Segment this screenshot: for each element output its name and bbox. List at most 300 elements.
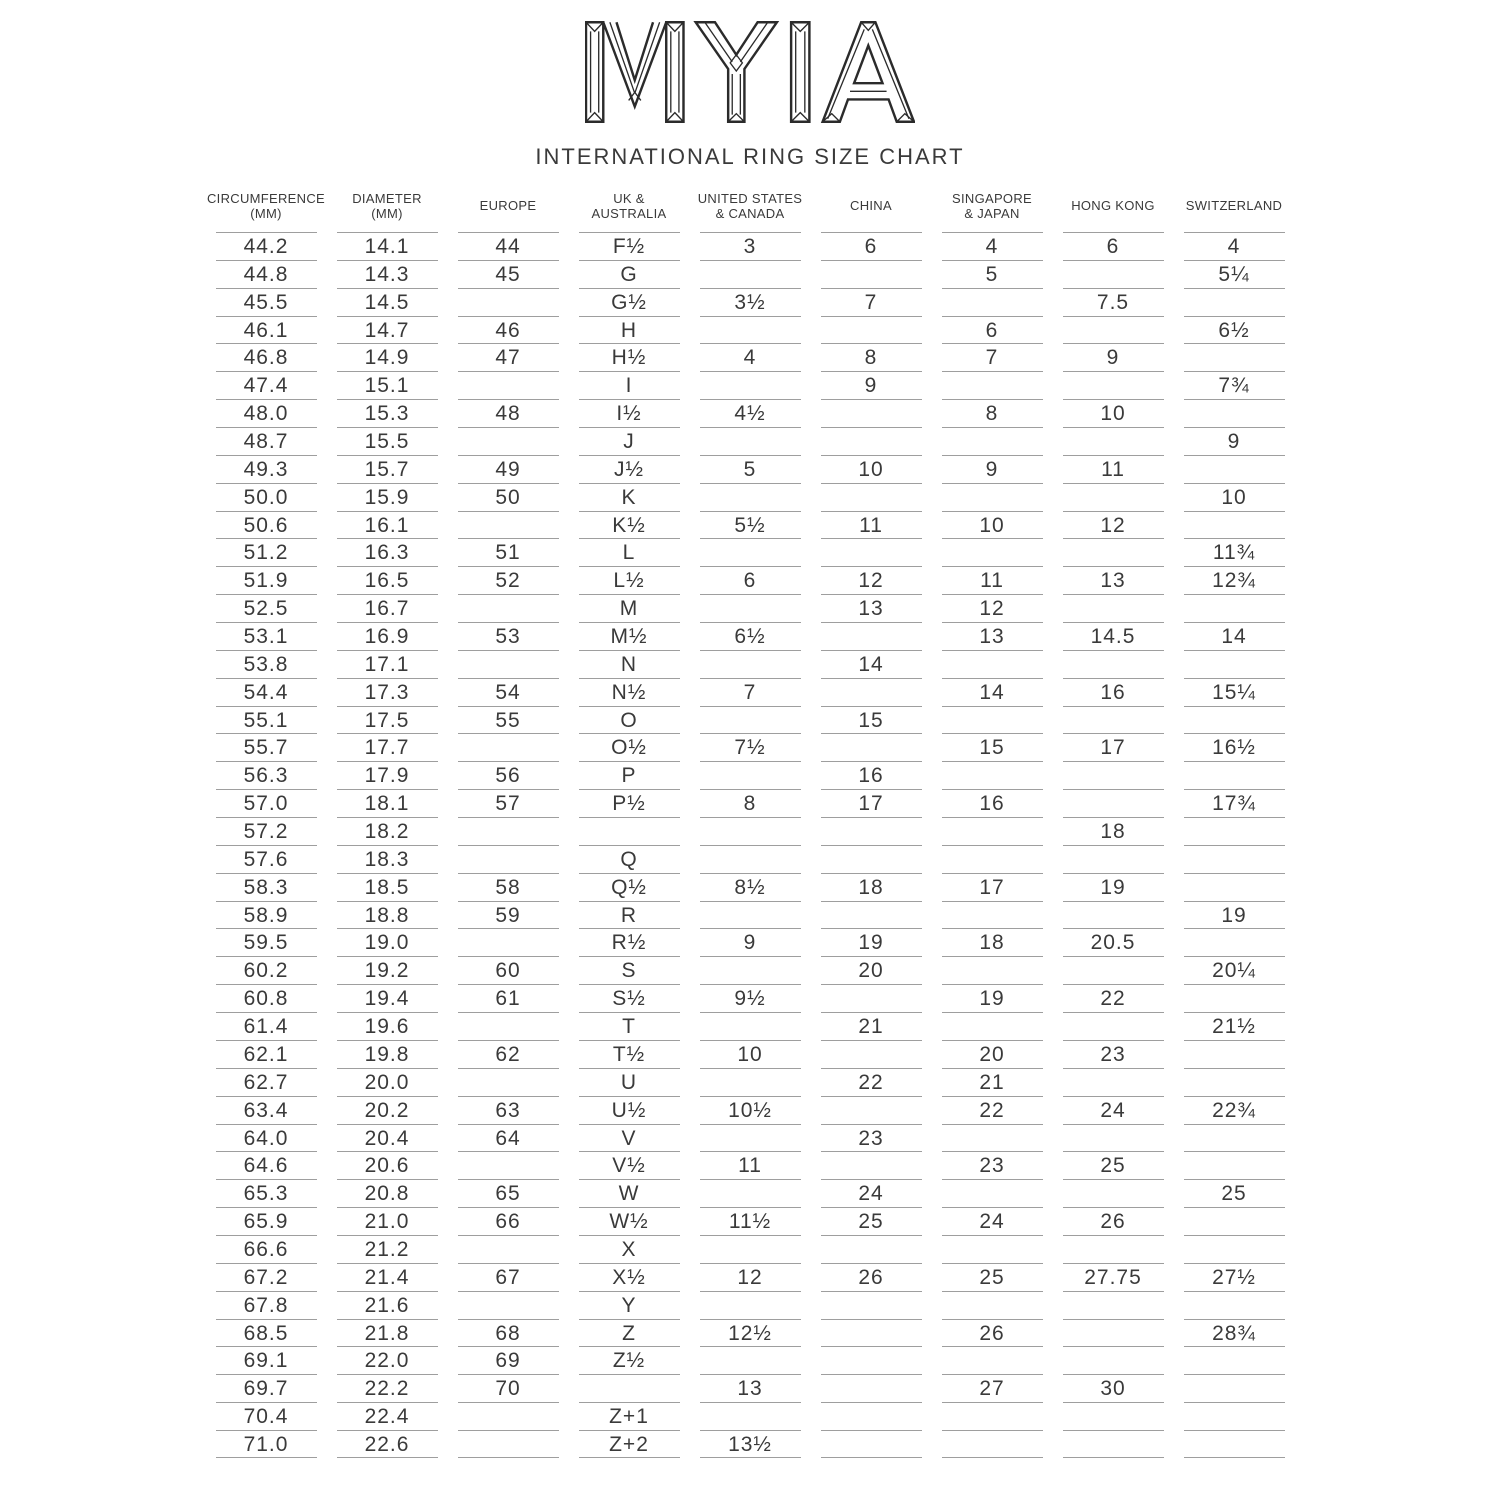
cell-uk_australia-row44: Z+2 bbox=[579, 1430, 680, 1458]
logo-letter-a bbox=[823, 22, 914, 122]
cell-diameter_mm-row9: 15.7 bbox=[337, 455, 438, 483]
cell-united_states_canada-row12 bbox=[700, 538, 801, 566]
cell-china-row10 bbox=[821, 483, 922, 511]
cell-united_states_canada-row30: 10 bbox=[700, 1040, 801, 1068]
column-header-uk_australia: UK & AUSTRALIA bbox=[591, 190, 667, 221]
cell-singapore_japan-row17: 14 bbox=[942, 678, 1043, 706]
cell-china-row41 bbox=[821, 1346, 922, 1374]
cell-europe-row38: 67 bbox=[458, 1263, 559, 1291]
cell-china-row14: 13 bbox=[821, 594, 922, 622]
cell-uk_australia-row27: S bbox=[579, 956, 680, 984]
cell-circumference_mm-row33: 64.0 bbox=[216, 1124, 317, 1152]
cell-europe-row32: 63 bbox=[458, 1096, 559, 1124]
cell-china-row36: 25 bbox=[821, 1207, 922, 1235]
cell-hong_kong-row1: 6 bbox=[1063, 232, 1164, 260]
cell-united_states_canada-row36: 11½ bbox=[700, 1207, 801, 1235]
cell-diameter_mm-row8: 15.5 bbox=[337, 427, 438, 455]
cell-united_states_canada-row10 bbox=[700, 483, 801, 511]
cell-singapore_japan-row33 bbox=[942, 1124, 1043, 1152]
cell-singapore_japan-row29 bbox=[942, 1012, 1043, 1040]
cell-hong_kong-row18 bbox=[1063, 706, 1164, 734]
cell-europe-row17: 54 bbox=[458, 678, 559, 706]
cell-europe-row9: 49 bbox=[458, 455, 559, 483]
cell-switzerland-row2: 5¼ bbox=[1184, 260, 1285, 288]
ring-size-table bbox=[206, 188, 1295, 1458]
cell-circumference_mm-row16: 53.8 bbox=[216, 650, 317, 678]
cell-circumference_mm-row18: 55.1 bbox=[216, 706, 317, 734]
cell-hong_kong-row42: 30 bbox=[1063, 1374, 1164, 1402]
cell-hong_kong-row35 bbox=[1063, 1179, 1164, 1207]
cell-uk_australia-row39: Y bbox=[579, 1291, 680, 1319]
cell-hong_kong-row40 bbox=[1063, 1319, 1164, 1347]
cell-diameter_mm-row44: 22.6 bbox=[337, 1430, 438, 1458]
cell-united_states_canada-row42: 13 bbox=[700, 1374, 801, 1402]
cell-circumference_mm-row42: 69.7 bbox=[216, 1374, 317, 1402]
cell-china-row33: 23 bbox=[821, 1124, 922, 1152]
cell-united_states_canada-row33 bbox=[700, 1124, 801, 1152]
cell-diameter_mm-row20: 17.9 bbox=[337, 761, 438, 789]
cell-uk_australia-row3: G½ bbox=[579, 288, 680, 316]
cell-uk_australia-row41: Z½ bbox=[579, 1346, 680, 1374]
cell-diameter_mm-row26: 19.0 bbox=[337, 928, 438, 956]
cell-uk_australia-row6: I bbox=[579, 371, 680, 399]
cell-singapore_japan-row23 bbox=[942, 845, 1043, 873]
cell-hong_kong-row15: 14.5 bbox=[1063, 622, 1164, 650]
cell-united_states_canada-row2 bbox=[700, 260, 801, 288]
column-header-china: CHINA bbox=[850, 198, 892, 213]
cell-united_states_canada-row34: 11 bbox=[700, 1151, 801, 1179]
cell-circumference_mm-row13: 51.9 bbox=[216, 566, 317, 594]
cell-china-row38: 26 bbox=[821, 1263, 922, 1291]
cell-uk_australia-row31: U bbox=[579, 1068, 680, 1096]
cell-switzerland-row42 bbox=[1184, 1374, 1285, 1402]
cell-united_states_canada-row3: 3½ bbox=[700, 288, 801, 316]
cell-china-row40 bbox=[821, 1319, 922, 1347]
cell-uk_australia-row5: H½ bbox=[579, 343, 680, 371]
cell-circumference_mm-row44: 71.0 bbox=[216, 1430, 317, 1458]
cell-hong_kong-row10 bbox=[1063, 483, 1164, 511]
cell-switzerland-row7 bbox=[1184, 399, 1285, 427]
logo-letter-m bbox=[586, 22, 683, 122]
cell-europe-row1: 44 bbox=[458, 232, 559, 260]
cell-hong_kong-row41 bbox=[1063, 1346, 1164, 1374]
cell-singapore_japan-row38: 25 bbox=[942, 1263, 1043, 1291]
cell-hong_kong-row44 bbox=[1063, 1430, 1164, 1458]
cell-diameter_mm-row6: 15.1 bbox=[337, 371, 438, 399]
cell-diameter_mm-row38: 21.4 bbox=[337, 1263, 438, 1291]
cell-hong_kong-row34: 25 bbox=[1063, 1151, 1164, 1179]
cell-europe-row5: 47 bbox=[458, 343, 559, 371]
cell-europe-row26 bbox=[458, 928, 559, 956]
cell-china-row37 bbox=[821, 1235, 922, 1263]
cell-uk_australia-row34: V½ bbox=[579, 1151, 680, 1179]
cell-china-row31: 22 bbox=[821, 1068, 922, 1096]
cell-diameter_mm-row1: 14.1 bbox=[337, 232, 438, 260]
cell-uk_australia-row10: K bbox=[579, 483, 680, 511]
cell-switzerland-row37 bbox=[1184, 1235, 1285, 1263]
cell-diameter_mm-row10: 15.9 bbox=[337, 483, 438, 511]
cell-singapore_japan-row39 bbox=[942, 1291, 1043, 1319]
cell-europe-row18: 55 bbox=[458, 706, 559, 734]
cell-hong_kong-row43 bbox=[1063, 1402, 1164, 1430]
cell-circumference_mm-row23: 57.6 bbox=[216, 845, 317, 873]
cell-circumference_mm-row32: 63.4 bbox=[216, 1096, 317, 1124]
cell-united_states_canada-row18 bbox=[700, 706, 801, 734]
cell-united_states_canada-row20 bbox=[700, 761, 801, 789]
cell-china-row23 bbox=[821, 845, 922, 873]
cell-singapore_japan-row2: 5 bbox=[942, 260, 1043, 288]
cell-switzerland-row6: 7¾ bbox=[1184, 371, 1285, 399]
cell-uk_australia-row12: L bbox=[579, 538, 680, 566]
cell-switzerland-row35: 25 bbox=[1184, 1179, 1285, 1207]
cell-hong_kong-row27 bbox=[1063, 956, 1164, 984]
cell-diameter_mm-row13: 16.5 bbox=[337, 566, 438, 594]
cell-china-row22 bbox=[821, 817, 922, 845]
cell-europe-row29 bbox=[458, 1012, 559, 1040]
cell-united_states_canada-row7: 4½ bbox=[700, 399, 801, 427]
cell-diameter_mm-row4: 14.7 bbox=[337, 316, 438, 344]
cell-europe-row41: 69 bbox=[458, 1346, 559, 1374]
cell-singapore_japan-row14: 12 bbox=[942, 594, 1043, 622]
cell-switzerland-row17: 15¼ bbox=[1184, 678, 1285, 706]
cell-europe-row44 bbox=[458, 1430, 559, 1458]
cell-hong_kong-row33 bbox=[1063, 1124, 1164, 1152]
cell-uk_australia-row23: Q bbox=[579, 845, 680, 873]
cell-europe-row11 bbox=[458, 511, 559, 539]
cell-switzerland-row30 bbox=[1184, 1040, 1285, 1068]
cell-uk_australia-row9: J½ bbox=[579, 455, 680, 483]
cell-hong_kong-row23 bbox=[1063, 845, 1164, 873]
cell-switzerland-row41 bbox=[1184, 1346, 1285, 1374]
cell-singapore_japan-row6 bbox=[942, 371, 1043, 399]
column-header-hong_kong: HONG KONG bbox=[1071, 198, 1155, 213]
cell-hong_kong-row26: 20.5 bbox=[1063, 928, 1164, 956]
cell-uk_australia-row15: M½ bbox=[579, 622, 680, 650]
cell-diameter_mm-row29: 19.6 bbox=[337, 1012, 438, 1040]
cell-europe-row21: 57 bbox=[458, 789, 559, 817]
cell-singapore_japan-row36: 24 bbox=[942, 1207, 1043, 1235]
cell-china-row17 bbox=[821, 678, 922, 706]
cell-china-row24: 18 bbox=[821, 873, 922, 901]
cell-diameter_mm-row37: 21.2 bbox=[337, 1235, 438, 1263]
cell-circumference_mm-row10: 50.0 bbox=[216, 483, 317, 511]
cell-singapore_japan-row7: 8 bbox=[942, 399, 1043, 427]
cell-china-row12 bbox=[821, 538, 922, 566]
cell-china-row1: 6 bbox=[821, 232, 922, 260]
cell-singapore_japan-row15: 13 bbox=[942, 622, 1043, 650]
cell-diameter_mm-row21: 18.1 bbox=[337, 789, 438, 817]
cell-circumference_mm-row34: 64.6 bbox=[216, 1151, 317, 1179]
cell-uk_australia-row2: G bbox=[579, 260, 680, 288]
cell-hong_kong-row20 bbox=[1063, 761, 1164, 789]
cell-singapore_japan-row8 bbox=[942, 427, 1043, 455]
cell-circumference_mm-row9: 49.3 bbox=[216, 455, 317, 483]
cell-united_states_canada-row23 bbox=[700, 845, 801, 873]
cell-switzerland-row28 bbox=[1184, 984, 1285, 1012]
cell-uk_australia-row8: J bbox=[579, 427, 680, 455]
cell-diameter_mm-row25: 18.8 bbox=[337, 901, 438, 929]
cell-uk_australia-row11: K½ bbox=[579, 511, 680, 539]
cell-diameter_mm-row32: 20.2 bbox=[337, 1096, 438, 1124]
cell-circumference_mm-row25: 58.9 bbox=[216, 901, 317, 929]
cell-uk_australia-row26: R½ bbox=[579, 928, 680, 956]
cell-europe-row42: 70 bbox=[458, 1374, 559, 1402]
cell-diameter_mm-row43: 22.4 bbox=[337, 1402, 438, 1430]
logo-letter-y-facets bbox=[705, 22, 768, 122]
cell-china-row6: 9 bbox=[821, 371, 922, 399]
cell-switzerland-row40: 28¾ bbox=[1184, 1319, 1285, 1347]
cell-hong_kong-row30: 23 bbox=[1063, 1040, 1164, 1068]
cell-uk_australia-row40: Z bbox=[579, 1319, 680, 1347]
cell-uk_australia-row24: Q½ bbox=[579, 873, 680, 901]
cell-singapore_japan-row16 bbox=[942, 650, 1043, 678]
cell-united_states_canada-row6 bbox=[700, 371, 801, 399]
cell-circumference_mm-row2: 44.8 bbox=[216, 260, 317, 288]
cell-united_states_canada-row24: 8½ bbox=[700, 873, 801, 901]
cell-europe-row24: 58 bbox=[458, 873, 559, 901]
cell-china-row25 bbox=[821, 901, 922, 929]
cell-switzerland-row27: 20¼ bbox=[1184, 956, 1285, 984]
cell-europe-row12: 51 bbox=[458, 538, 559, 566]
cell-singapore_japan-row27 bbox=[942, 956, 1043, 984]
column-header-europe: EUROPE bbox=[479, 198, 537, 213]
cell-hong_kong-row37 bbox=[1063, 1235, 1164, 1263]
cell-circumference_mm-row20: 56.3 bbox=[216, 761, 317, 789]
cell-united_states_canada-row43 bbox=[700, 1402, 801, 1430]
cell-diameter_mm-row2: 14.3 bbox=[337, 260, 438, 288]
cell-circumference_mm-row4: 46.1 bbox=[216, 316, 317, 344]
cell-circumference_mm-row29: 61.4 bbox=[216, 1012, 317, 1040]
cell-switzerland-row25: 19 bbox=[1184, 901, 1285, 929]
cell-united_states_canada-row44: 13½ bbox=[700, 1430, 801, 1458]
cell-uk_australia-row19: O½ bbox=[579, 733, 680, 761]
cell-united_states_canada-row26: 9 bbox=[700, 928, 801, 956]
cell-hong_kong-row22: 18 bbox=[1063, 817, 1164, 845]
cell-uk_australia-row21: P½ bbox=[579, 789, 680, 817]
cell-europe-row2: 45 bbox=[458, 260, 559, 288]
cell-diameter_mm-row24: 18.5 bbox=[337, 873, 438, 901]
cell-hong_kong-row4 bbox=[1063, 316, 1164, 344]
cell-uk_australia-row42 bbox=[579, 1374, 680, 1402]
cell-circumference_mm-row21: 57.0 bbox=[216, 789, 317, 817]
cell-circumference_mm-row38: 67.2 bbox=[216, 1263, 317, 1291]
cell-circumference_mm-row24: 58.3 bbox=[216, 873, 317, 901]
cell-china-row15 bbox=[821, 622, 922, 650]
column-header-united_states_canada: UNITED STATES & CANADA bbox=[697, 190, 803, 221]
cell-circumference_mm-row43: 70.4 bbox=[216, 1402, 317, 1430]
cell-diameter_mm-row23: 18.3 bbox=[337, 845, 438, 873]
cell-united_states_canada-row21: 8 bbox=[700, 789, 801, 817]
cell-circumference_mm-row6: 47.4 bbox=[216, 371, 317, 399]
cell-uk_australia-row30: T½ bbox=[579, 1040, 680, 1068]
cell-united_states_canada-row19: 7½ bbox=[700, 733, 801, 761]
cell-united_states_canada-row41 bbox=[700, 1346, 801, 1374]
cell-singapore_japan-row1: 4 bbox=[942, 232, 1043, 260]
cell-uk_australia-row29: T bbox=[579, 1012, 680, 1040]
cell-switzerland-row11 bbox=[1184, 511, 1285, 539]
cell-hong_kong-row21 bbox=[1063, 789, 1164, 817]
cell-circumference_mm-row1: 44.2 bbox=[216, 232, 317, 260]
cell-uk_australia-row7: I½ bbox=[579, 399, 680, 427]
cell-switzerland-row38: 27½ bbox=[1184, 1263, 1285, 1291]
cell-united_states_canada-row1: 3 bbox=[700, 232, 801, 260]
cell-hong_kong-row5: 9 bbox=[1063, 343, 1164, 371]
cell-singapore_japan-row19: 15 bbox=[942, 733, 1043, 761]
cell-china-row44 bbox=[821, 1430, 922, 1458]
cell-diameter_mm-row15: 16.9 bbox=[337, 622, 438, 650]
cell-uk_australia-row20: P bbox=[579, 761, 680, 789]
cell-hong_kong-row6 bbox=[1063, 371, 1164, 399]
cell-united_states_canada-row5: 4 bbox=[700, 343, 801, 371]
cell-europe-row37 bbox=[458, 1235, 559, 1263]
cell-singapore_japan-row28: 19 bbox=[942, 984, 1043, 1012]
cell-circumference_mm-row7: 48.0 bbox=[216, 399, 317, 427]
cell-diameter_mm-row18: 17.5 bbox=[337, 706, 438, 734]
cell-europe-row28: 61 bbox=[458, 984, 559, 1012]
cell-united_states_canada-row37 bbox=[700, 1235, 801, 1263]
cell-circumference_mm-row30: 62.1 bbox=[216, 1040, 317, 1068]
cell-hong_kong-row24: 19 bbox=[1063, 873, 1164, 901]
cell-united_states_canada-row17: 7 bbox=[700, 678, 801, 706]
cell-circumference_mm-row19: 55.7 bbox=[216, 733, 317, 761]
cell-diameter_mm-row22: 18.2 bbox=[337, 817, 438, 845]
cell-switzerland-row34 bbox=[1184, 1151, 1285, 1179]
cell-hong_kong-row17: 16 bbox=[1063, 678, 1164, 706]
cell-switzerland-row18 bbox=[1184, 706, 1285, 734]
cell-circumference_mm-row5: 46.8 bbox=[216, 343, 317, 371]
cell-switzerland-row36 bbox=[1184, 1207, 1285, 1235]
cell-china-row20: 16 bbox=[821, 761, 922, 789]
cell-china-row8 bbox=[821, 427, 922, 455]
cell-switzerland-row9 bbox=[1184, 455, 1285, 483]
cell-diameter_mm-row35: 20.8 bbox=[337, 1179, 438, 1207]
cell-united_states_canada-row16 bbox=[700, 650, 801, 678]
cell-switzerland-row13: 12¾ bbox=[1184, 566, 1285, 594]
cell-china-row26: 19 bbox=[821, 928, 922, 956]
cell-circumference_mm-row11: 50.6 bbox=[216, 511, 317, 539]
cell-europe-row20: 56 bbox=[458, 761, 559, 789]
cell-switzerland-row8: 9 bbox=[1184, 427, 1285, 455]
cell-diameter_mm-row33: 20.4 bbox=[337, 1124, 438, 1152]
cell-switzerland-row3 bbox=[1184, 288, 1285, 316]
cell-hong_kong-row13: 13 bbox=[1063, 566, 1164, 594]
cell-hong_kong-row25 bbox=[1063, 901, 1164, 929]
cell-uk_australia-row32: U½ bbox=[579, 1096, 680, 1124]
cell-circumference_mm-row41: 69.1 bbox=[216, 1346, 317, 1374]
cell-united_states_canada-row25 bbox=[700, 901, 801, 929]
cell-hong_kong-row12 bbox=[1063, 538, 1164, 566]
myia-logo-icon bbox=[585, 21, 915, 123]
cell-europe-row34 bbox=[458, 1151, 559, 1179]
cell-china-row13: 12 bbox=[821, 566, 922, 594]
cell-switzerland-row20 bbox=[1184, 761, 1285, 789]
cell-europe-row43 bbox=[458, 1402, 559, 1430]
page-title: INTERNATIONAL RING SIZE CHART bbox=[535, 144, 965, 169]
cell-hong_kong-row14 bbox=[1063, 594, 1164, 622]
cell-united_states_canada-row27 bbox=[700, 956, 801, 984]
cell-switzerland-row4: 6½ bbox=[1184, 316, 1285, 344]
cell-singapore_japan-row35 bbox=[942, 1179, 1043, 1207]
column-header-singapore_japan: SINGAPORE & JAPAN bbox=[952, 190, 1032, 221]
cell-switzerland-row43 bbox=[1184, 1402, 1285, 1430]
cell-diameter_mm-row7: 15.3 bbox=[337, 399, 438, 427]
cell-singapore_japan-row41 bbox=[942, 1346, 1043, 1374]
cell-switzerland-row39 bbox=[1184, 1291, 1285, 1319]
cell-united_states_canada-row28: 9½ bbox=[700, 984, 801, 1012]
cell-circumference_mm-row26: 59.5 bbox=[216, 928, 317, 956]
cell-circumference_mm-row17: 54.4 bbox=[216, 678, 317, 706]
cell-hong_kong-row3: 7.5 bbox=[1063, 288, 1164, 316]
cell-uk_australia-row43: Z+1 bbox=[579, 1402, 680, 1430]
cell-europe-row40: 68 bbox=[458, 1319, 559, 1347]
cell-switzerland-row33 bbox=[1184, 1124, 1285, 1152]
cell-europe-row14 bbox=[458, 594, 559, 622]
cell-europe-row16 bbox=[458, 650, 559, 678]
cell-united_states_canada-row38: 12 bbox=[700, 1263, 801, 1291]
cell-united_states_canada-row39 bbox=[700, 1291, 801, 1319]
cell-uk_australia-row35: W bbox=[579, 1179, 680, 1207]
cell-switzerland-row1: 4 bbox=[1184, 232, 1285, 260]
cell-europe-row22 bbox=[458, 817, 559, 845]
cell-hong_kong-row38: 27.75 bbox=[1063, 1263, 1164, 1291]
cell-singapore_japan-row4: 6 bbox=[942, 316, 1043, 344]
cell-switzerland-row15: 14 bbox=[1184, 622, 1285, 650]
cell-singapore_japan-row20 bbox=[942, 761, 1043, 789]
cell-uk_australia-row22 bbox=[579, 817, 680, 845]
cell-switzerland-row21: 17¾ bbox=[1184, 789, 1285, 817]
cell-switzerland-row19: 16½ bbox=[1184, 733, 1285, 761]
cell-china-row21: 17 bbox=[821, 789, 922, 817]
cell-circumference_mm-row8: 48.7 bbox=[216, 427, 317, 455]
cell-china-row39 bbox=[821, 1291, 922, 1319]
cell-singapore_japan-row9: 9 bbox=[942, 455, 1043, 483]
cell-switzerland-row26 bbox=[1184, 928, 1285, 956]
cell-circumference_mm-row39: 67.8 bbox=[216, 1291, 317, 1319]
cell-circumference_mm-row14: 52.5 bbox=[216, 594, 317, 622]
cell-diameter_mm-row42: 22.2 bbox=[337, 1374, 438, 1402]
cell-europe-row10: 50 bbox=[458, 483, 559, 511]
cell-united_states_canada-row22 bbox=[700, 817, 801, 845]
cell-diameter_mm-row40: 21.8 bbox=[337, 1319, 438, 1347]
cell-hong_kong-row19: 17 bbox=[1063, 733, 1164, 761]
cell-china-row3: 7 bbox=[821, 288, 922, 316]
cell-united_states_canada-row9: 5 bbox=[700, 455, 801, 483]
cell-europe-row15: 53 bbox=[458, 622, 559, 650]
cell-hong_kong-row29 bbox=[1063, 1012, 1164, 1040]
cell-uk_australia-row16: N bbox=[579, 650, 680, 678]
cell-uk_australia-row1: F½ bbox=[579, 232, 680, 260]
cell-diameter_mm-row17: 17.3 bbox=[337, 678, 438, 706]
cell-hong_kong-row31 bbox=[1063, 1068, 1164, 1096]
cell-switzerland-row31 bbox=[1184, 1068, 1285, 1096]
cell-singapore_japan-row5: 7 bbox=[942, 343, 1043, 371]
cell-china-row29: 21 bbox=[821, 1012, 922, 1040]
cell-united_states_canada-row32: 10½ bbox=[700, 1096, 801, 1124]
cell-europe-row30: 62 bbox=[458, 1040, 559, 1068]
cell-hong_kong-row7: 10 bbox=[1063, 399, 1164, 427]
cell-uk_australia-row4: H bbox=[579, 316, 680, 344]
cell-china-row19 bbox=[821, 733, 922, 761]
cell-singapore_japan-row44 bbox=[942, 1430, 1043, 1458]
cell-diameter_mm-row41: 22.0 bbox=[337, 1346, 438, 1374]
cell-uk_australia-row13: L½ bbox=[579, 566, 680, 594]
cell-switzerland-row14 bbox=[1184, 594, 1285, 622]
cell-united_states_canada-row31 bbox=[700, 1068, 801, 1096]
cell-singapore_japan-row10 bbox=[942, 483, 1043, 511]
cell-diameter_mm-row27: 19.2 bbox=[337, 956, 438, 984]
cell-europe-row33: 64 bbox=[458, 1124, 559, 1152]
cell-hong_kong-row16 bbox=[1063, 650, 1164, 678]
